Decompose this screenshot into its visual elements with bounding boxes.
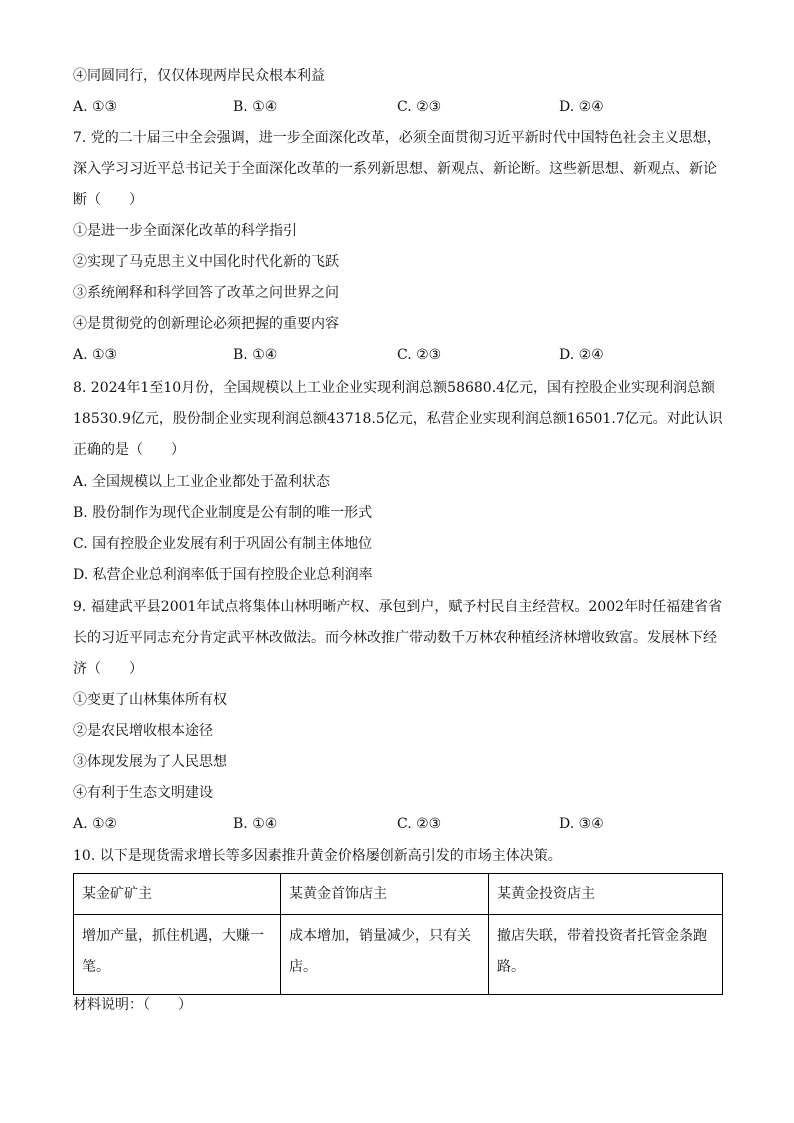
table-header-jewelry-owner: 某黄金首饰店主 (281, 874, 489, 915)
table-cell-investment-owner (489, 915, 723, 995)
cell-line: 笔。 (82, 959, 110, 975)
q6-choice-d[interactable]: D. ②④ (559, 99, 604, 115)
q9-stem-line-3: 济（ ） (73, 661, 143, 677)
cell-line: 增加产量，抓住机遇，大赚一 (82, 928, 264, 944)
q7-statement-3: ③系统阐释和科学回答了改革之问世界之问 (73, 285, 339, 301)
q8-stem-line-3: 正确的是（ ） (73, 442, 185, 458)
q9-stem-line-1: 9. 福建武平县2001年试点将集体山林明晰产权、承包到户，赋予村民自主经营权。2002年时任福建省省 (73, 599, 723, 615)
q10-material-table (73, 873, 723, 995)
cell-line: 撤店失联，带着投资者托管金条跑 (497, 928, 707, 944)
q9-statement-3: ③体现发展为了人民思想 (73, 754, 227, 770)
q8-stem-line-2: 18530.9亿元，股份制企业实现利润总额43718.5亿元，私营企业实现利润总额16501.7亿元。对此认识 (73, 411, 723, 427)
q7-choice-a[interactable]: A. ①③ (73, 347, 118, 363)
q9-statement-2: ②是农民增收根本途径 (73, 723, 213, 739)
q7-stem-line-1: 7. 党的二十届三中全会强调，进一步全面深化改革，必须全面贯彻习近平新时代中国特色社会主义思想， (73, 130, 721, 146)
q7-choice-c[interactable]: C. ②③ (397, 347, 442, 363)
q9-choice-d[interactable]: D. ③④ (559, 816, 604, 832)
q9-statement-1: ①变更了山林集体所有权 (73, 692, 227, 708)
q6-choice-c[interactable]: C. ②③ (397, 99, 442, 115)
q8-choice-a[interactable]: A. 全国规模以上工业企业都处于盈利状态 (73, 474, 331, 490)
cell-line: 店。 (289, 959, 317, 975)
q8-choice-b[interactable]: B. 股份制作为现代企业制度是公有制的唯一形式 (73, 505, 373, 521)
q7-stem-line-3: 断（ ） (73, 192, 143, 208)
q7-statement-2: ②实现了马克思主义中国化时代化新的飞跃 (73, 254, 339, 270)
q9-statement-4: ④有利于生态文明建设 (73, 785, 213, 801)
q9-stem-line-2: 长的习近平同志充分肯定武平林改做法。而今林改推广带动数千万林农种植经济林增收致富。发展林下经 (73, 630, 717, 646)
q8-choice-c[interactable]: C. 国有控股企业发展有利于巩固公有制主体地位 (73, 536, 373, 552)
q9-choice-c[interactable]: C. ②③ (397, 816, 442, 832)
table-header-mine-owner: 某金矿矿主 (74, 874, 281, 915)
q7-choice-b[interactable]: B. ①④ (233, 347, 278, 363)
q9-choice-a[interactable]: A. ①② (73, 816, 118, 832)
table-cell-mine-owner (74, 915, 281, 995)
cell-line: 成本增加，销量减少，只有关 (289, 928, 471, 944)
q7-statement-4: ④是贯彻党的创新理论必须把握的重要内容 (73, 316, 339, 332)
q6-statement-4: ④同圆同行，仅仅体现两岸民众根本利益 (73, 68, 325, 84)
q10-prompt: 材料说明：（ ） (73, 997, 192, 1013)
table-header-row (74, 874, 723, 915)
q9-choice-b[interactable]: B. ①④ (233, 816, 278, 832)
q7-statement-1: ①是进一步全面深化改革的科学指引 (73, 223, 297, 239)
q6-choices (73, 97, 733, 117)
cell-line: 路。 (497, 959, 525, 975)
q7-choices (73, 345, 733, 365)
q10-stem: 10. 以下是现货需求增长等多因素推升黄金价格屡创新高引发的市场主体决策。 (73, 848, 562, 864)
q9-choices (73, 814, 733, 834)
table-cell-jewelry-owner (281, 915, 489, 995)
q7-stem-line-2: 深入学习习近平总书记关于全面深化改革的一系列新思想、新观点、新论断。这些新思想、新观点、新论 (73, 161, 717, 177)
q6-choice-b[interactable]: B. ①④ (233, 99, 278, 115)
q7-choice-d[interactable]: D. ②④ (559, 347, 604, 363)
table-header-investment-owner: 某黄金投资店主 (489, 874, 723, 915)
table-row (74, 915, 723, 995)
q8-stem-line-1: 8. 2024年1至10月份，全国规模以上工业企业实现利润总额58680.4亿元，国有控股企业实现利润总额 (73, 380, 716, 396)
q8-choice-d[interactable]: D. 私营企业总利润率低于国有控股企业总利润率 (73, 567, 373, 583)
q6-choice-a[interactable]: A. ①③ (73, 99, 118, 115)
